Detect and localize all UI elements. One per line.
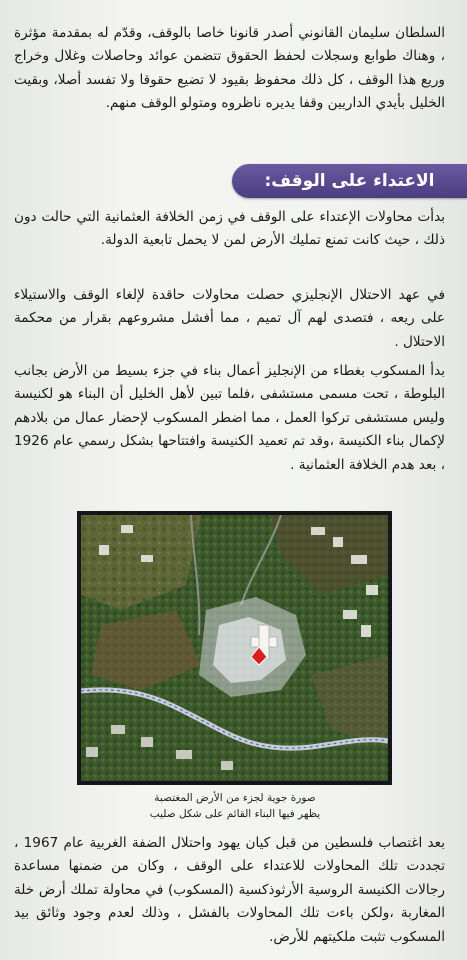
aerial-photo	[81, 515, 388, 781]
aerial-photo-figure	[77, 511, 392, 785]
caption-line-2: يظهر فيها البناء القائم على شكل صليب	[149, 808, 321, 820]
caption-line-1: صورة جوية لجزء من الأرض المغتصبة	[154, 792, 316, 804]
intro-paragraph: السلطان سليمان القانوني أصدر قانونا خاصا بالوقف، وقدّم له بمقدمة مؤثرة ، وهناك طوابع وسجلات لحفظ الحقوق تتضمن عوائد وحاصلات وغلال وخراج وريع هذا الوقف ، كل ذلك محفوظ بقيود لا تضيع حقوقا ولا تفسد أصلا، وبقيت الخليل بأيدي الداريين وقفا يديره ناظروه ومتولو الوقف منهم.	[14, 25, 445, 112]
paragraph-post-1967: بعد اغتصاب فلسطين من قبل كيان يهود واحتلال الضفة الغربية عام 1967 ، تجددت تلك المحاولات للاعتداء على الوقف ، وكان من ضمنها مساعدة رجالات الكنيسة الروسية الأرثوذكسية (المسكوب) في محاولة تملك أرض خلة المغاربة ،ولكن باءت تلك المحاولات بالفشل ، وذلك لعدم وجود وثائق بيد المسكوب تثبت ملكيتهم للأرض.	[14, 835, 445, 945]
paragraph-ottoman-era: بدأت محاولات الإعتداء على الوقف في زمن الخلافة العثمانية التي حالت دون ذلك ، حيث كانت تمنع تمليك الأرض لمن لا يحمل تابعية الدولة.	[14, 209, 445, 249]
paragraph-british-era: في عهد الاحتلال الإنجليزي حصلت محاولات حاقدة لإلغاء الوقف والاستيلاء على ريعه ، فتصدى لهم آل تميم ، مما أفشل مشروعهم بقرار من محكمة الاحتلال .	[14, 287, 445, 350]
paragraph-church-construction: بدأ المسكوب بغطاء من الإنجليز أعمال بناء في جزء بسيط من الأرض بجانب البلوطة ، تحت مسمى مستشفى ،فلما تبين لأهل الخليل أن البناء هو لكنيسة وليس مستشفى تركوا العمل ، مما اضطر المسكوب لإحضار عمال من بلادهم لإكمال بناء الكنيسة ،وقد تم تعميد الكنيسة وافتتاحها بشكل رسمي عام 1926 ، بعد هدم الخلافة العثمانية .	[14, 363, 445, 473]
section-heading-bar	[232, 164, 467, 198]
figure-caption	[80, 790, 390, 822]
section-heading: الاعتداء على الوقف:	[264, 171, 435, 191]
